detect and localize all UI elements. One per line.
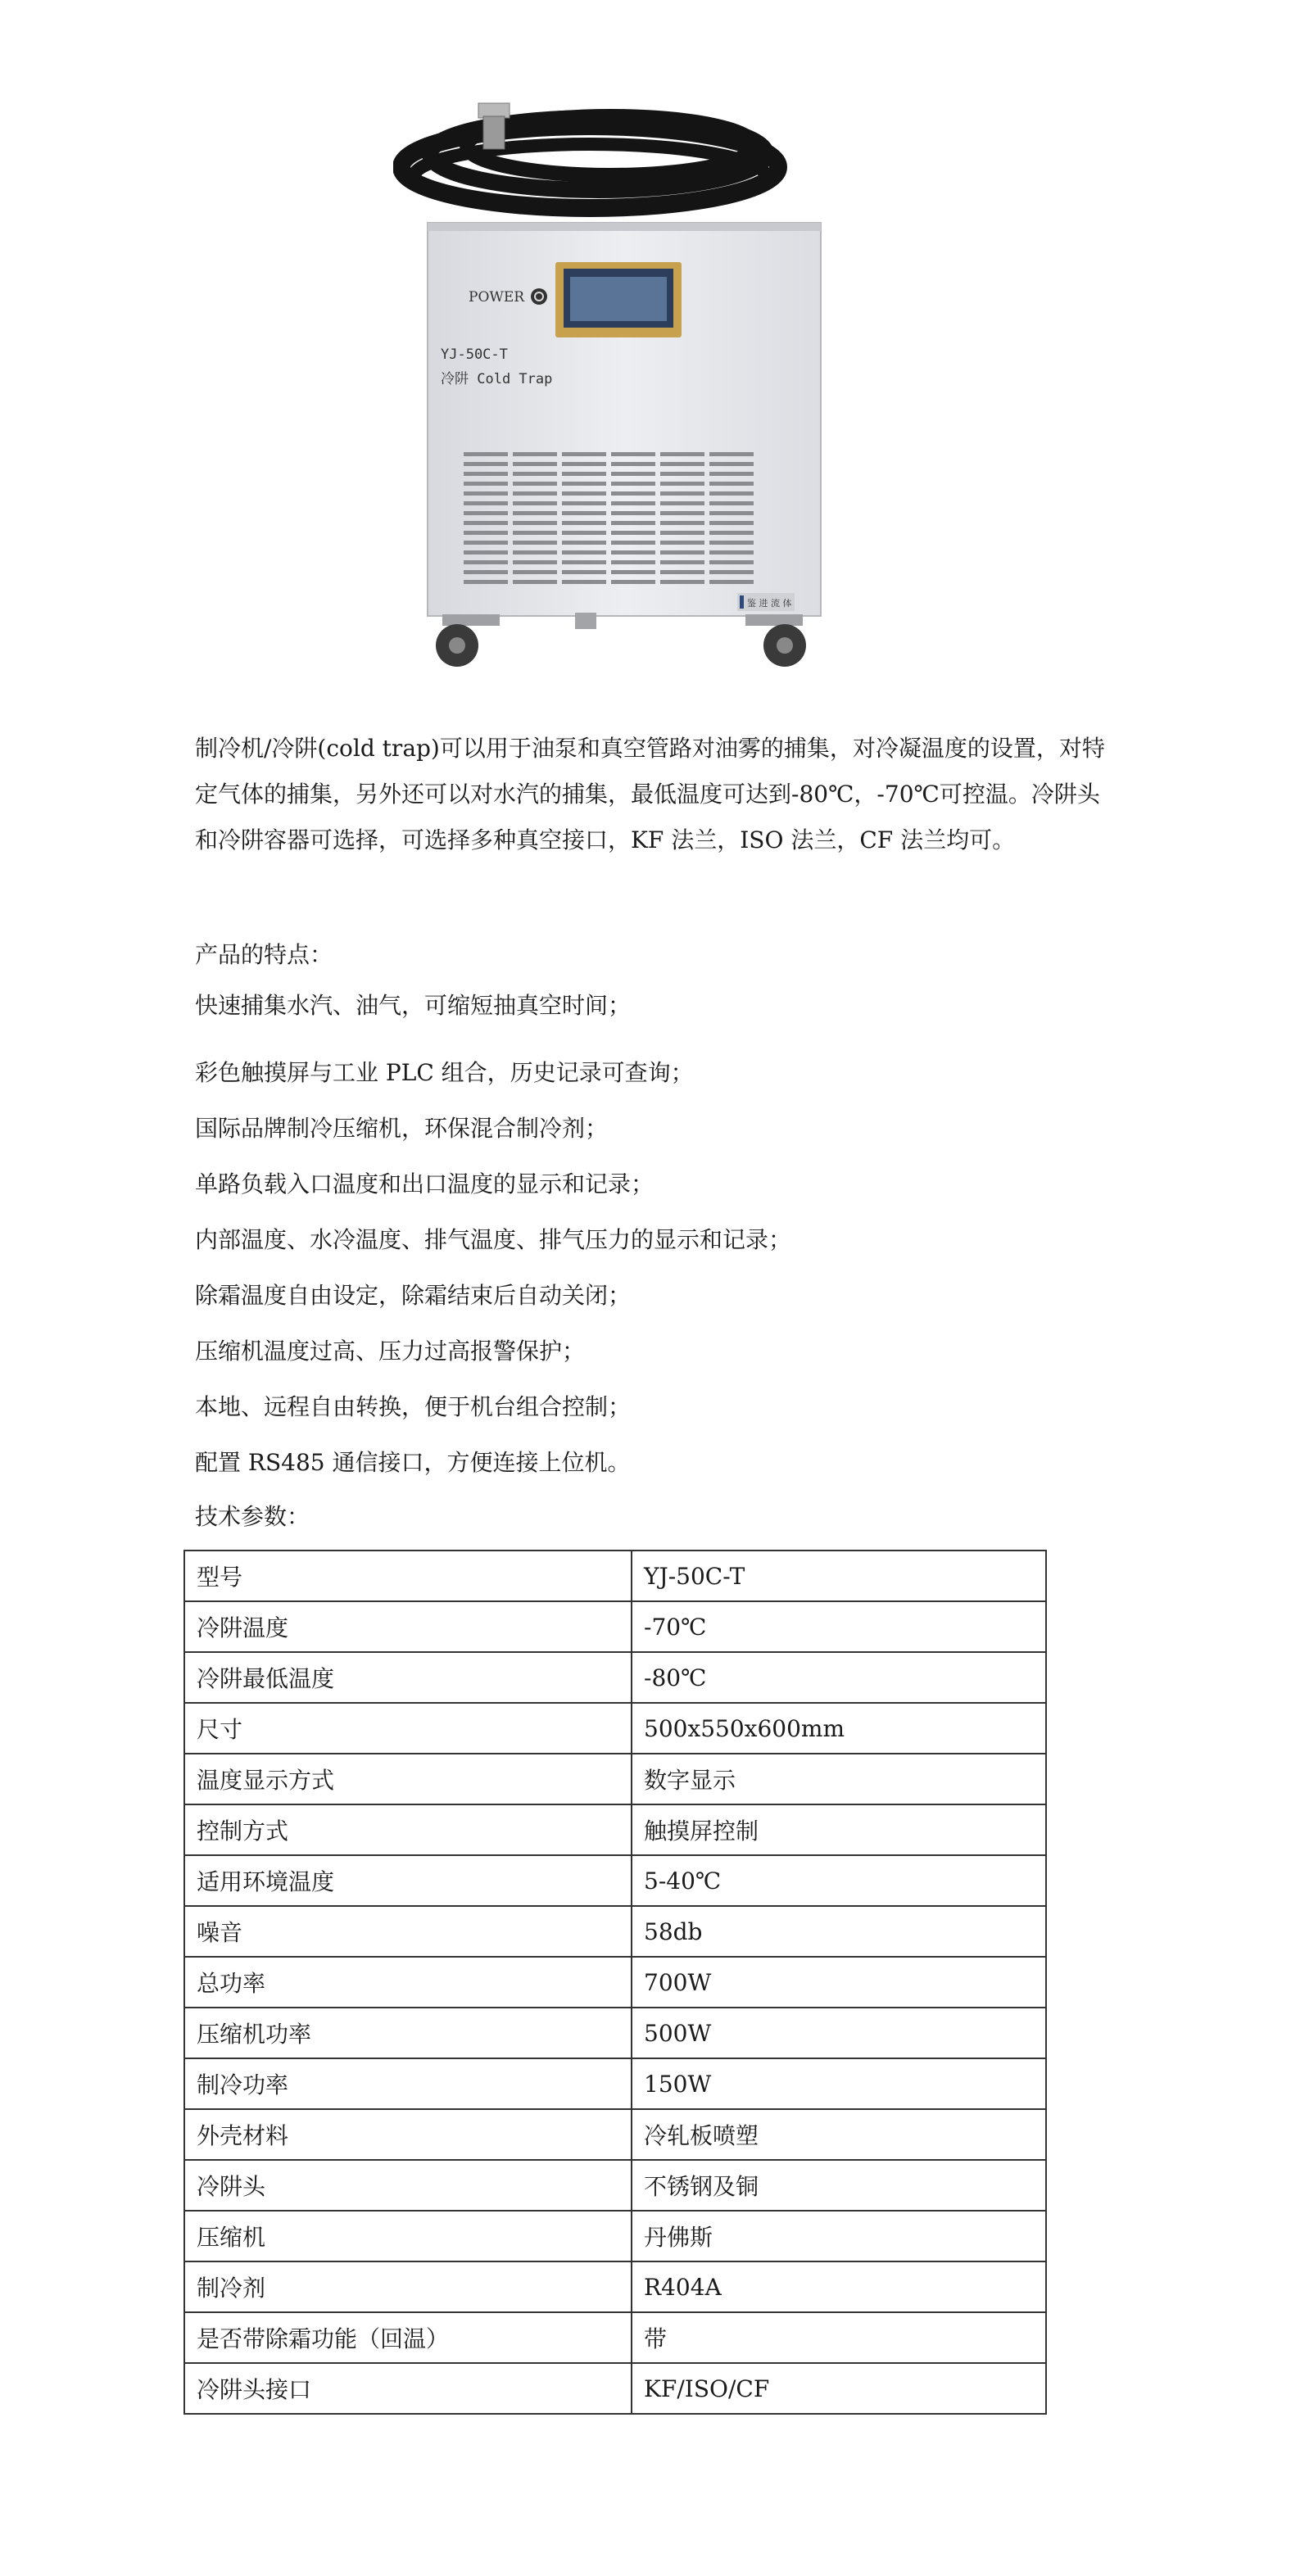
feature-item: 彩色触摸屏与工业 PLC 组合，历史记录可查询； [195, 1059, 694, 1086]
table-row [184, 2008, 1046, 2058]
spec-key: 型号 [184, 1551, 632, 1601]
spec-key: 压缩机功率 [184, 2008, 632, 2058]
spec-key: 冷阱头接口 [184, 2363, 632, 2414]
table-row [184, 2363, 1046, 2414]
table-row [184, 2211, 1046, 2261]
spec-value: R404A [632, 2261, 1046, 2312]
table-row [184, 1754, 1046, 1804]
spec-value: -70℃ [632, 1601, 1046, 1652]
spec-value: KF/ISO/CF [632, 2363, 1046, 2414]
table-row [184, 2312, 1046, 2363]
table-row [184, 1551, 1046, 1601]
spec-key: 温度显示方式 [184, 1754, 632, 1804]
caster-wheels [436, 613, 806, 667]
spec-table [183, 1550, 1047, 2415]
spec-value: -80℃ [632, 1652, 1046, 1703]
spec-title: 技术参数： [195, 1503, 310, 1530]
spec-value: 700W [632, 1957, 1046, 2008]
spec-key: 总功率 [184, 1957, 632, 2008]
table-row [184, 1855, 1046, 1906]
spec-value: 触摸屏控制 [632, 1804, 1046, 1855]
spec-key: 适用环境温度 [184, 1855, 632, 1906]
name-label: 冷阱 Cold Trap [441, 371, 553, 387]
features-title: 产品的特点： [195, 941, 333, 968]
product-image [393, 92, 852, 681]
spec-value: 500W [632, 2008, 1046, 2058]
spec-key: 冷阱最低温度 [184, 1652, 632, 1703]
feature-item: 除霜温度自由设定，除霜结束后自动关闭； [195, 1282, 632, 1309]
table-row [184, 1652, 1046, 1703]
spec-value: 数字显示 [632, 1754, 1046, 1804]
spec-value: 丹佛斯 [632, 2211, 1046, 2261]
model-label: YJ-50C-T [441, 346, 508, 363]
table-row [184, 1906, 1046, 1957]
spec-value: YJ-50C-T [632, 1551, 1046, 1601]
feature-item: 配置 RS485 通信接口，方便连接上位机。 [195, 1449, 631, 1476]
spec-key: 压缩机 [184, 2211, 632, 2261]
spec-key: 冷阱头 [184, 2160, 632, 2211]
spec-value: 500x550x600mm [632, 1703, 1046, 1754]
power-label: POWER [469, 289, 525, 306]
feature-item: 压缩机温度过高、压力过高报警保护； [195, 1338, 586, 1365]
table-row [184, 1804, 1046, 1855]
power-button-icon [531, 288, 547, 305]
feature-item: 单路负载入口温度和出口温度的显示和记录； [195, 1170, 655, 1197]
vacuum-fitting-icon [478, 103, 510, 149]
brand-badge-text: 鉴 进 流 体 [747, 598, 792, 609]
spec-key: 冷阱温度 [184, 1601, 632, 1652]
table-row [184, 2160, 1046, 2211]
spec-key: 外壳材料 [184, 2109, 632, 2160]
spec-key: 制冷剂 [184, 2261, 632, 2312]
feature-item: 内部温度、水冷温度、排气温度、排气压力的显示和记录； [195, 1226, 792, 1253]
spec-value: 5-40℃ [632, 1855, 1046, 1906]
spec-key: 尺寸 [184, 1703, 632, 1754]
table-row [184, 2261, 1046, 2312]
table-row [184, 1957, 1046, 2008]
spec-key: 控制方式 [184, 1804, 632, 1855]
table-row [184, 1601, 1046, 1652]
table-row [184, 2058, 1046, 2109]
spec-key: 制冷功率 [184, 2058, 632, 2109]
table-row [184, 2109, 1046, 2160]
hose-coil [401, 116, 778, 210]
spec-value: 不锈钢及铜 [632, 2160, 1046, 2211]
spec-value: 58db [632, 1906, 1046, 1957]
feature-item: 国际品牌制冷压缩机，环保混合制冷剂； [195, 1115, 609, 1142]
table-row [184, 1703, 1046, 1754]
spec-key: 是否带除霜功能（回温） [184, 2312, 632, 2363]
spec-value: 带 [632, 2312, 1046, 2363]
feature-item: 快速捕集水汽、油气，可缩短抽真空时间； [195, 992, 632, 1019]
spec-key: 噪音 [184, 1906, 632, 1957]
spec-value: 150W [632, 2058, 1046, 2109]
intro-paragraph: 制冷机/冷阱(cold trap)可以用于油泵和真空管路对油雾的捕集，对冷凝温度的设置，对特定气体的捕集，另外还可以对水汽的捕集，最低温度可达到-80℃，-70℃可控温。冷阱头和冷阱容器可选择，可选择多种真空接口，KF 法兰，ISO 法兰，CF 法兰均可。 [195, 735, 1105, 853]
spec-value: 冷轧板喷塑 [632, 2109, 1046, 2160]
feature-item: 本地、远程自由转换，便于机台组合控制； [195, 1393, 632, 1420]
